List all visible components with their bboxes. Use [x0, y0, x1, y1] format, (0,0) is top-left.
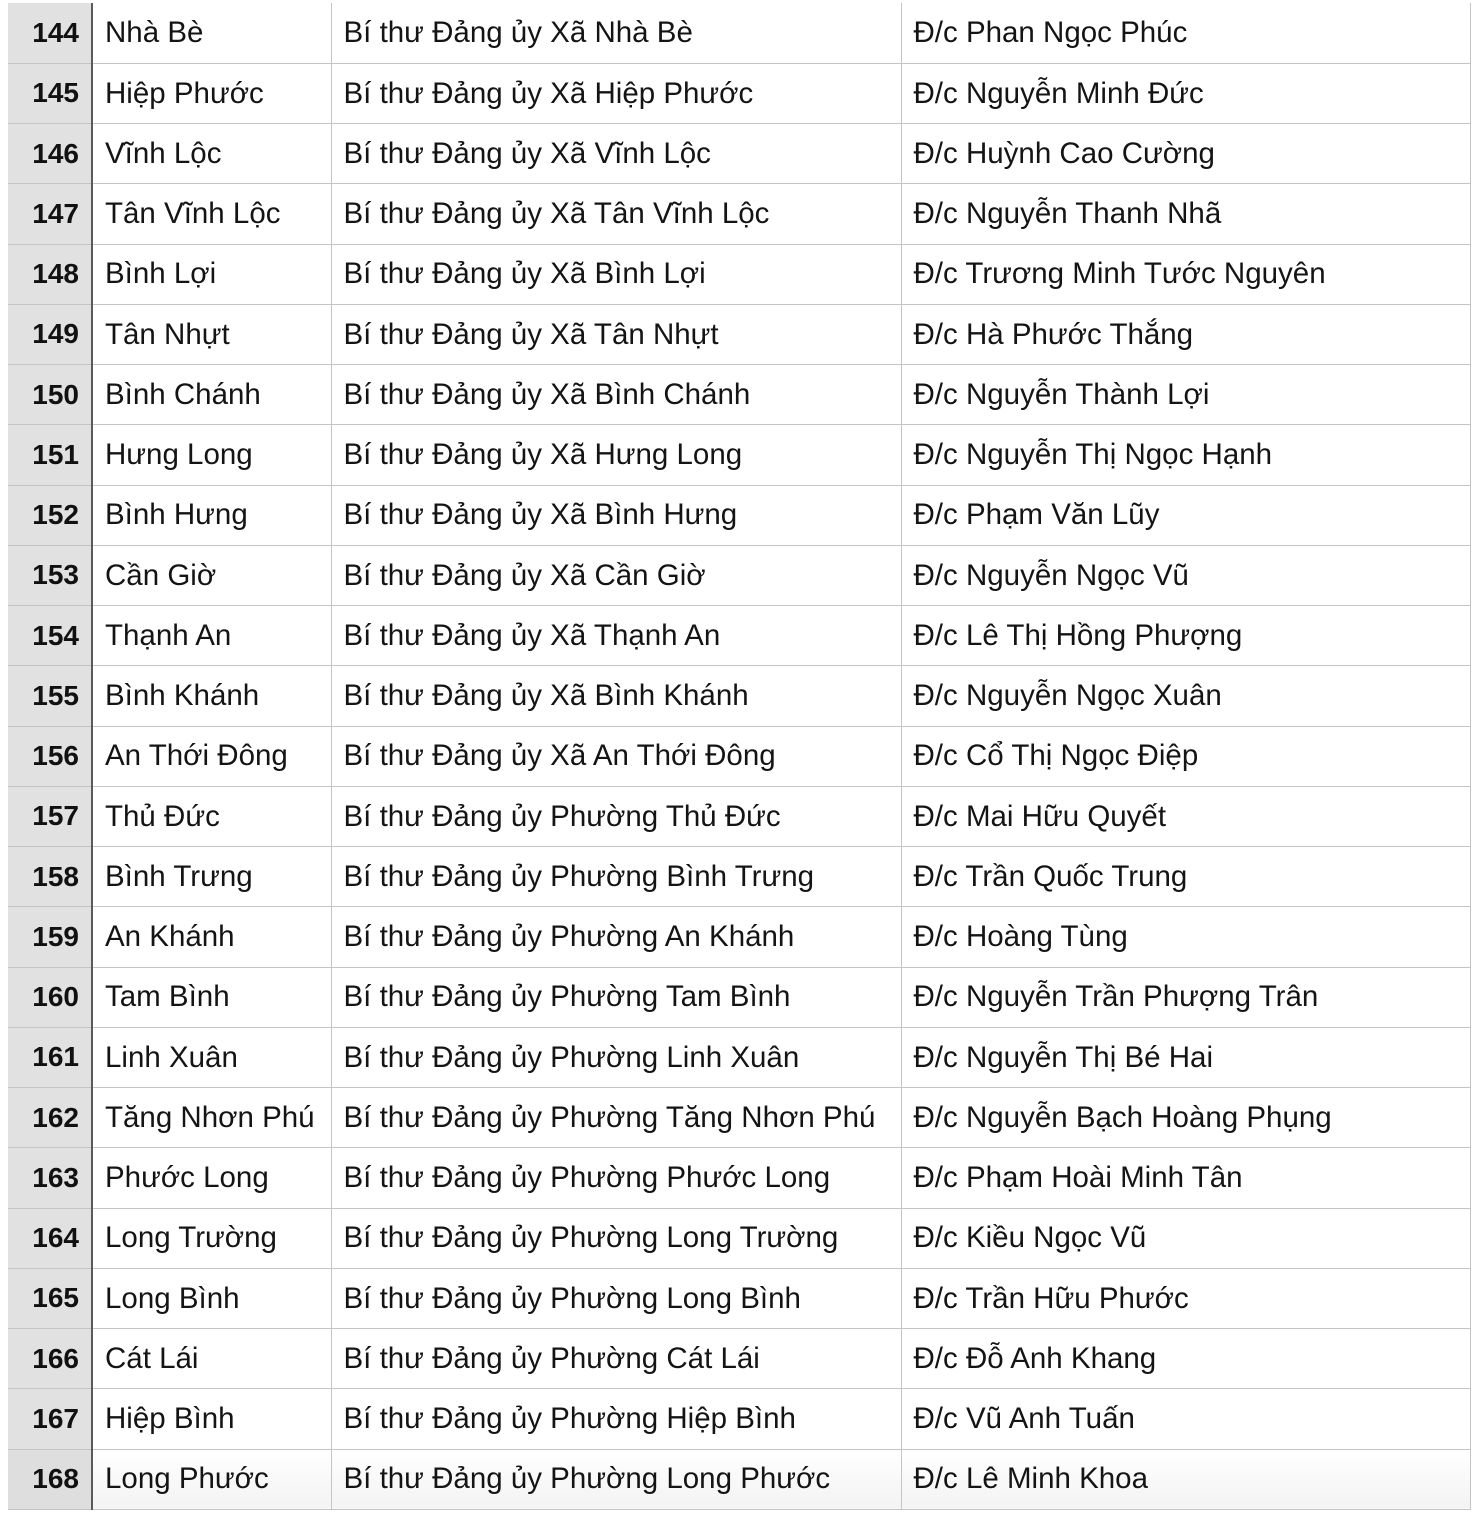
locality-name-cell[interactable]: Linh Xuân	[92, 1027, 331, 1087]
position-title-cell[interactable]: Bí thư Đảng ủy Xã Hiệp Phước	[331, 63, 901, 123]
table-row	[8, 606, 1470, 666]
table-row	[8, 184, 1470, 244]
locality-name-cell[interactable]: Tam Bình	[92, 967, 331, 1027]
position-title-cell[interactable]: Bí thư Đảng ủy Phường Long Phước	[331, 1449, 901, 1509]
secretary-name-cell[interactable]: Đ/c Lê Minh Khoa	[901, 1449, 1470, 1509]
locality-name-cell[interactable]: Hưng Long	[92, 425, 331, 485]
locality-name-cell[interactable]: Tân Nhựt	[92, 304, 331, 364]
secretary-name-cell[interactable]: Đ/c Huỳnh Cao Cường	[901, 124, 1470, 184]
position-title-cell[interactable]: Bí thư Đảng ủy Xã Vĩnh Lộc	[331, 124, 901, 184]
row-number-cell[interactable]: 145	[8, 63, 92, 123]
table-row	[8, 1389, 1470, 1449]
row-number-cell[interactable]: 165	[8, 1268, 92, 1328]
table-row	[8, 1027, 1470, 1087]
table-row	[8, 485, 1470, 545]
position-title-cell[interactable]: Bí thư Đảng ủy Xã An Thới Đông	[331, 726, 901, 786]
position-title-cell[interactable]: Bí thư Đảng ủy Xã Tân Vĩnh Lộc	[331, 184, 901, 244]
row-number-cell[interactable]: 166	[8, 1329, 92, 1389]
locality-name-cell[interactable]: Bình Trưng	[92, 847, 331, 907]
locality-name-cell[interactable]: Bình Chánh	[92, 365, 331, 425]
secretary-name-cell[interactable]: Đ/c Phạm Hoài Minh Tân	[901, 1148, 1470, 1208]
position-title-cell[interactable]: Bí thư Đảng ủy Phường Long Bình	[331, 1268, 901, 1328]
row-number-cell[interactable]: 146	[8, 124, 92, 184]
position-title-cell[interactable]: Bí thư Đảng ủy Phường Thủ Đức	[331, 786, 901, 846]
row-number-cell[interactable]: 160	[8, 967, 92, 1027]
position-title-cell[interactable]: Bí thư Đảng ủy Phường Linh Xuân	[331, 1027, 901, 1087]
position-title-cell[interactable]: Bí thư Đảng ủy Phường Tăng Nhơn Phú	[331, 1088, 901, 1148]
secretary-name-cell[interactable]: Đ/c Phạm Văn Lũy	[901, 485, 1470, 545]
sheet-left-margin	[0, 0, 8, 1514]
locality-name-cell[interactable]: Bình Khánh	[92, 666, 331, 726]
locality-name-cell[interactable]: Cát Lái	[92, 1329, 331, 1389]
position-title-cell[interactable]: Bí thư Đảng ủy Xã Hưng Long	[331, 425, 901, 485]
secretary-name-cell[interactable]: Đ/c Nguyễn Trần Phượng Trân	[901, 967, 1470, 1027]
position-title-cell[interactable]: Bí thư Đảng ủy Phường Hiệp Bình	[331, 1389, 901, 1449]
table-row	[8, 1148, 1470, 1208]
table-row	[8, 666, 1470, 726]
locality-name-cell[interactable]: Long Bình	[92, 1268, 331, 1328]
secretary-table	[8, 3, 1471, 1510]
table-row	[8, 3, 1470, 63]
row-number-cell[interactable]: 148	[8, 244, 92, 304]
row-number-cell[interactable]: 167	[8, 1389, 92, 1449]
table-row	[8, 124, 1470, 184]
position-title-cell[interactable]: Bí thư Đảng ủy Phường Long Trường	[331, 1208, 901, 1268]
secretary-name-cell[interactable]: Đ/c Vũ Anh Tuấn	[901, 1389, 1470, 1449]
table-row	[8, 1329, 1470, 1389]
locality-name-cell[interactable]: Tăng Nhơn Phú	[92, 1088, 331, 1148]
locality-name-cell[interactable]: Bình Hưng	[92, 485, 331, 545]
secretary-name-cell[interactable]: Đ/c Phan Ngọc Phúc	[901, 3, 1470, 63]
secretary-name-cell[interactable]: Đ/c Trần Hữu Phước	[901, 1268, 1470, 1328]
locality-name-cell[interactable]: An Thới Đông	[92, 726, 331, 786]
secretary-name-cell[interactable]: Đ/c Nguyễn Ngọc Vũ	[901, 545, 1470, 605]
locality-name-cell[interactable]: Thủ Đức	[92, 786, 331, 846]
position-title-cell[interactable]: Bí thư Đảng ủy Xã Cần Giờ	[331, 545, 901, 605]
locality-name-cell[interactable]: Long Phước	[92, 1449, 331, 1509]
row-number-cell[interactable]: 168	[8, 1449, 92, 1509]
table-row	[8, 786, 1470, 846]
position-title-cell[interactable]: Bí thư Đảng ủy Xã Thạnh An	[331, 606, 901, 666]
position-title-cell[interactable]: Bí thư Đảng ủy Phường An Khánh	[331, 907, 901, 967]
row-number-cell[interactable]: 144	[8, 3, 92, 63]
row-number-cell[interactable]: 147	[8, 184, 92, 244]
locality-name-cell[interactable]: Vĩnh Lộc	[92, 124, 331, 184]
secretary-name-cell[interactable]: Đ/c Cổ Thị Ngọc Điệp	[901, 726, 1470, 786]
row-number-cell[interactable]: 156	[8, 726, 92, 786]
position-title-cell[interactable]: Bí thư Đảng ủy Xã Bình Khánh	[331, 666, 901, 726]
position-title-cell[interactable]: Bí thư Đảng ủy Phường Phước Long	[331, 1148, 901, 1208]
secretary-name-cell[interactable]: Đ/c Trương Minh Tước Nguyên	[901, 244, 1470, 304]
row-number-cell[interactable]: 158	[8, 847, 92, 907]
table-row	[8, 967, 1470, 1027]
position-title-cell[interactable]: Bí thư Đảng ủy Phường Tam Bình	[331, 967, 901, 1027]
row-number-cell[interactable]: 162	[8, 1088, 92, 1148]
secretary-name-cell[interactable]: Đ/c Kiều Ngọc Vũ	[901, 1208, 1470, 1268]
locality-name-cell[interactable]: Long Trường	[92, 1208, 331, 1268]
table-row	[8, 365, 1470, 425]
position-title-cell[interactable]: Bí thư Đảng ủy Xã Bình Hưng	[331, 485, 901, 545]
position-title-cell[interactable]: Bí thư Đảng ủy Phường Bình Trưng	[331, 847, 901, 907]
position-title-cell[interactable]: Bí thư Đảng ủy Xã Tân Nhựt	[331, 304, 901, 364]
locality-name-cell[interactable]: Phước Long	[92, 1148, 331, 1208]
locality-name-cell[interactable]: Bình Lợi	[92, 244, 331, 304]
position-title-cell[interactable]: Bí thư Đảng ủy Xã Nhà Bè	[331, 3, 901, 63]
row-number-cell[interactable]: 153	[8, 545, 92, 605]
table-row	[8, 1268, 1470, 1328]
row-number-cell[interactable]: 152	[8, 485, 92, 545]
position-title-cell[interactable]: Bí thư Đảng ủy Phường Cát Lái	[331, 1329, 901, 1389]
secretary-name-cell[interactable]: Đ/c Nguyễn Ngọc Xuân	[901, 666, 1470, 726]
table-row	[8, 1088, 1470, 1148]
row-number-cell[interactable]: 151	[8, 425, 92, 485]
secretary-name-cell[interactable]: Đ/c Trần Quốc Trung	[901, 847, 1470, 907]
secretary-name-cell[interactable]: Đ/c Nguyễn Thị Ngọc Hạnh	[901, 425, 1470, 485]
row-number-cell[interactable]: 155	[8, 666, 92, 726]
secretary-name-cell[interactable]: Đ/c Hoàng Tùng	[901, 907, 1470, 967]
row-number-cell[interactable]: 161	[8, 1027, 92, 1087]
row-number-cell[interactable]: 159	[8, 907, 92, 967]
secretary-name-cell[interactable]: Đ/c Lê Thị Hồng Phượng	[901, 606, 1470, 666]
secretary-name-cell[interactable]: Đ/c Mai Hữu Quyết	[901, 786, 1470, 846]
table-row	[8, 1449, 1470, 1509]
row-number-cell[interactable]: 154	[8, 606, 92, 666]
table-row	[8, 907, 1470, 967]
table-row	[8, 847, 1470, 907]
locality-name-cell[interactable]: Hiệp Phước	[92, 63, 331, 123]
table-row	[8, 1208, 1470, 1268]
secretary-name-cell[interactable]: Đ/c Nguyễn Thành Lợi	[901, 365, 1470, 425]
table-row	[8, 63, 1470, 123]
row-number-cell[interactable]: 150	[8, 365, 92, 425]
secretary-name-cell[interactable]: Đ/c Nguyễn Thanh Nhã	[901, 184, 1470, 244]
row-number-cell[interactable]: 163	[8, 1148, 92, 1208]
locality-name-cell[interactable]: Cần Giờ	[92, 545, 331, 605]
position-title-cell[interactable]: Bí thư Đảng ủy Xã Bình Chánh	[331, 365, 901, 425]
secretary-name-cell[interactable]: Đ/c Nguyễn Thị Bé Hai	[901, 1027, 1470, 1087]
row-number-cell[interactable]: 157	[8, 786, 92, 846]
locality-name-cell[interactable]: Tân Vĩnh Lộc	[92, 184, 331, 244]
secretary-name-cell[interactable]: Đ/c Đỗ Anh Khang	[901, 1329, 1470, 1389]
secretary-name-cell[interactable]: Đ/c Hà Phước Thắng	[901, 304, 1470, 364]
row-number-cell[interactable]: 164	[8, 1208, 92, 1268]
position-title-cell[interactable]: Bí thư Đảng ủy Xã Bình Lợi	[331, 244, 901, 304]
table-row	[8, 545, 1470, 605]
secretary-name-cell[interactable]: Đ/c Nguyễn Minh Đức	[901, 63, 1470, 123]
table-body	[8, 3, 1470, 1509]
secretary-name-cell[interactable]: Đ/c Nguyễn Bạch Hoàng Phụng	[901, 1088, 1470, 1148]
table-row	[8, 726, 1470, 786]
table-row	[8, 304, 1470, 364]
locality-name-cell[interactable]: Thạnh An	[92, 606, 331, 666]
table-row	[8, 425, 1470, 485]
row-number-cell[interactable]: 149	[8, 304, 92, 364]
locality-name-cell[interactable]: An Khánh	[92, 907, 331, 967]
locality-name-cell[interactable]: Nhà Bè	[92, 3, 331, 63]
table-row	[8, 244, 1470, 304]
locality-name-cell[interactable]: Hiệp Bình	[92, 1389, 331, 1449]
